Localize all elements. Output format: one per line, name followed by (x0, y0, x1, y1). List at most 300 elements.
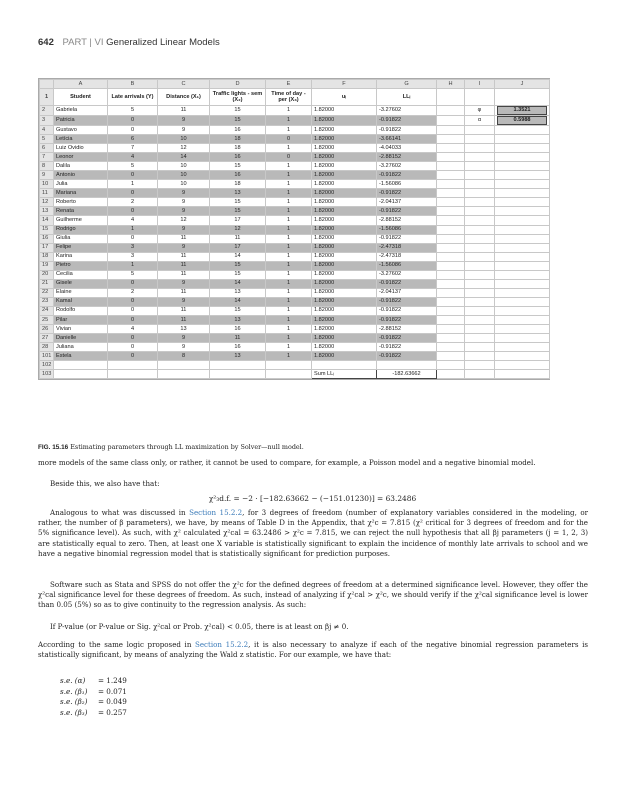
u-value: 1.82000 (312, 315, 377, 324)
row-number: 15 (40, 225, 54, 234)
ll-value: -1.56086 (377, 261, 437, 270)
traffic-lights: 13 (210, 189, 266, 198)
traffic-lights: 15 (210, 116, 266, 126)
column-letter: E (266, 80, 312, 89)
empty-cell (465, 352, 495, 361)
table-row (40, 207, 550, 216)
late-arrivals: 4 (108, 153, 158, 162)
empty-cell (437, 162, 465, 171)
empty-cell (465, 171, 495, 180)
param-value-phi[interactable]: 1.3521 (497, 106, 547, 115)
ll-value: -2.47318 (377, 252, 437, 261)
traffic-lights: 13 (210, 315, 266, 324)
table-row (40, 234, 550, 243)
distance: 9 (158, 297, 210, 306)
time-of-day: 1 (266, 261, 312, 270)
late-arrivals: 0 (108, 116, 158, 126)
late-arrivals: 3 (108, 252, 158, 261)
empty-cell (437, 306, 465, 315)
u-value: 1.82000 (312, 153, 377, 162)
empty-cell (465, 343, 495, 352)
blank-row (40, 361, 550, 370)
empty-cell (495, 153, 550, 162)
distance: 9 (158, 343, 210, 352)
student-name: Mariana (54, 189, 108, 198)
empty-cell (495, 216, 550, 225)
traffic-lights: 16 (210, 171, 266, 180)
empty-cell (108, 361, 158, 370)
column-heading: Traffic lights - sem (X₂) (210, 89, 266, 106)
time-of-day: 1 (266, 189, 312, 198)
empty-cell (465, 234, 495, 243)
late-arrivals: 5 (108, 106, 158, 116)
u-value: 1.82000 (312, 198, 377, 207)
table-row (40, 180, 550, 189)
table-row (40, 252, 550, 261)
table-row (40, 325, 550, 334)
u-value: 1.82000 (312, 288, 377, 297)
late-arrivals: 4 (108, 216, 158, 225)
u-value: 1.82000 (312, 106, 377, 116)
row-number: 4 (40, 126, 54, 135)
se-line (60, 697, 127, 708)
time-of-day: 1 (266, 126, 312, 135)
distance: 9 (158, 279, 210, 288)
late-arrivals: 0 (108, 189, 158, 198)
table-row (40, 225, 550, 234)
table-row (40, 306, 550, 315)
empty-cell (437, 261, 465, 270)
late-arrivals: 7 (108, 144, 158, 153)
empty-cell (465, 225, 495, 234)
figure-label: FIG. 15.16 (38, 444, 69, 451)
param-cell (495, 116, 550, 126)
ll-value: -1.56086 (377, 225, 437, 234)
ll-value: -4.04033 (377, 144, 437, 153)
student-name: Estela (54, 352, 108, 361)
late-arrivals: 0 (108, 334, 158, 343)
traffic-lights: 16 (210, 153, 266, 162)
column-heading: Time of day - per (X₃) (266, 89, 312, 106)
empty-cell (495, 270, 550, 279)
traffic-lights: 11 (210, 234, 266, 243)
empty-cell (465, 89, 495, 106)
table-row (40, 162, 550, 171)
time-of-day: 1 (266, 144, 312, 153)
empty-cell (437, 370, 465, 379)
column-letter: C (158, 80, 210, 89)
u-value: 1.82000 (312, 126, 377, 135)
empty-cell (495, 180, 550, 189)
traffic-lights: 15 (210, 270, 266, 279)
student-name: Dalila (54, 162, 108, 171)
u-value: 1.82000 (312, 261, 377, 270)
time-of-day: 1 (266, 325, 312, 334)
u-value: 1.82000 (312, 162, 377, 171)
distance: 9 (158, 225, 210, 234)
late-arrivals: 5 (108, 162, 158, 171)
distance: 11 (158, 261, 210, 270)
ll-value: -0.91822 (377, 306, 437, 315)
empty-cell (465, 370, 495, 379)
student-name: Danielle (54, 334, 108, 343)
u-value: 1.82000 (312, 243, 377, 252)
ll-value: -2.04137 (377, 288, 437, 297)
spreadsheet (38, 78, 550, 380)
se-value: = 0.257 (98, 707, 127, 717)
empty-cell (266, 361, 312, 370)
distance: 9 (158, 243, 210, 252)
ll-value: -0.91822 (377, 234, 437, 243)
student-name: Elaine (54, 288, 108, 297)
distance: 14 (158, 153, 210, 162)
empty-cell (54, 361, 108, 370)
u-value: 1.82000 (312, 171, 377, 180)
empty-cell (465, 144, 495, 153)
table-row (40, 343, 550, 352)
column-letter: G (377, 80, 437, 89)
empty-cell (465, 153, 495, 162)
time-of-day: 1 (266, 180, 312, 189)
traffic-lights: 14 (210, 297, 266, 306)
empty-cell (437, 288, 465, 297)
traffic-lights: 18 (210, 180, 266, 189)
column-header-row (40, 80, 550, 89)
empty-cell (495, 189, 550, 198)
row-number: 8 (40, 162, 54, 171)
u-value: 1.82000 (312, 252, 377, 261)
ll-value: -0.91822 (377, 297, 437, 306)
late-arrivals: 0 (108, 306, 158, 315)
student-name: Kamal (54, 297, 108, 306)
standard-errors (60, 676, 127, 718)
row-number: 16 (40, 234, 54, 243)
empty-cell (266, 370, 312, 379)
empty-cell (437, 325, 465, 334)
sum-ll-value: -182.63662 (377, 370, 437, 379)
row-number: 10 (40, 180, 54, 189)
distance: 12 (158, 144, 210, 153)
traffic-lights: 15 (210, 261, 266, 270)
traffic-lights: 15 (210, 162, 266, 171)
ll-value: -2.88152 (377, 325, 437, 334)
distance: 13 (158, 325, 210, 334)
traffic-lights: 16 (210, 126, 266, 135)
table-row (40, 270, 550, 279)
row-number: 9 (40, 171, 54, 180)
u-value: 1.82000 (312, 135, 377, 144)
empty-cell (495, 352, 550, 361)
table-row (40, 116, 550, 126)
empty-cell (437, 343, 465, 352)
table-row (40, 279, 550, 288)
empty-cell (437, 135, 465, 144)
column-letter: J (495, 80, 550, 89)
time-of-day: 1 (266, 216, 312, 225)
ll-value: -0.91822 (377, 171, 437, 180)
sum-row (40, 370, 550, 379)
column-heading: LLᵢ (377, 89, 437, 106)
late-arrivals: 0 (108, 126, 158, 135)
column-letter: F (312, 80, 377, 89)
time-of-day: 1 (266, 162, 312, 171)
time-of-day: 1 (266, 234, 312, 243)
u-value: 1.82000 (312, 189, 377, 198)
empty-cell (437, 352, 465, 361)
student-name: Rodrigo (54, 225, 108, 234)
time-of-day: 1 (266, 297, 312, 306)
se-value: = 0.049 (98, 697, 127, 706)
distance: 11 (158, 306, 210, 315)
u-value: 1.82000 (312, 207, 377, 216)
traffic-lights: 18 (210, 135, 266, 144)
late-arrivals: 0 (108, 171, 158, 180)
time-of-day: 1 (266, 315, 312, 324)
ll-value: -3.27602 (377, 106, 437, 116)
traffic-lights: 17 (210, 216, 266, 225)
student-name: Gustavo (54, 126, 108, 135)
row-number: 24 (40, 306, 54, 315)
traffic-lights: 16 (210, 325, 266, 334)
empty-cell (312, 361, 377, 370)
empty-cell (495, 207, 550, 216)
empty-cell (465, 306, 495, 315)
header-row (40, 89, 550, 106)
time-of-day: 1 (266, 252, 312, 261)
late-arrivals: 0 (108, 207, 158, 216)
row-number: 13 (40, 207, 54, 216)
student-name: Letícia (54, 135, 108, 144)
distance: 9 (158, 198, 210, 207)
time-of-day: 1 (266, 270, 312, 279)
table-row (40, 288, 550, 297)
traffic-lights: 18 (210, 144, 266, 153)
empty-cell (495, 135, 550, 144)
table-row (40, 106, 550, 116)
distance: 9 (158, 126, 210, 135)
student-name: Julia (54, 180, 108, 189)
empty-cell (437, 171, 465, 180)
late-arrivals: 0 (108, 279, 158, 288)
student-name: Giulia (54, 234, 108, 243)
u-value: 1.82000 (312, 334, 377, 343)
table-row (40, 315, 550, 324)
empty-cell (465, 297, 495, 306)
section-link[interactable]: Section 15.2.2 (189, 508, 243, 517)
student-name: Luiz Ovidio (54, 144, 108, 153)
empty-cell (495, 89, 550, 106)
equation-p-value: If P-value (or P-value or Sig. χ²cal or Prob. χ²cal) < 0.05, there is at least on βj ≠ 0. (50, 622, 349, 631)
distance: 11 (158, 288, 210, 297)
u-value: 1.82000 (312, 297, 377, 306)
late-arrivals: 2 (108, 198, 158, 207)
ll-value: -3.27602 (377, 162, 437, 171)
empty-cell (437, 89, 465, 106)
u-value: 1.82000 (312, 234, 377, 243)
distance: 10 (158, 135, 210, 144)
empty-cell (495, 243, 550, 252)
traffic-lights: 15 (210, 198, 266, 207)
traffic-lights: 14 (210, 279, 266, 288)
time-of-day: 1 (266, 198, 312, 207)
row-number: 5 (40, 135, 54, 144)
late-arrivals: 0 (108, 234, 158, 243)
traffic-lights: 15 (210, 106, 266, 116)
row-number: 21 (40, 279, 54, 288)
column-letter: I (465, 80, 495, 89)
empty-cell (437, 225, 465, 234)
empty-cell (158, 370, 210, 379)
ll-value: -2.88152 (377, 216, 437, 225)
empty-cell (437, 297, 465, 306)
distance: 10 (158, 171, 210, 180)
empty-cell (377, 361, 437, 370)
empty-cell (465, 243, 495, 252)
distance: 11 (158, 315, 210, 324)
empty-cell (495, 261, 550, 270)
table-row (40, 216, 550, 225)
traffic-lights: 11 (210, 334, 266, 343)
empty-cell (465, 126, 495, 135)
figure-caption-text: Estimating parameters through LL maximization by Solver—null model. (70, 443, 304, 451)
row-number: 14 (40, 216, 54, 225)
student-name: Patricia (54, 116, 108, 126)
se-value: = 1.249 (98, 676, 127, 685)
ll-value: -0.91822 (377, 116, 437, 126)
empty-cell (465, 189, 495, 198)
student-name: Antonio (54, 171, 108, 180)
late-arrivals: 4 (108, 325, 158, 334)
empty-cell (465, 270, 495, 279)
empty-cell (465, 315, 495, 324)
empty-cell (437, 207, 465, 216)
column-letter: D (210, 80, 266, 89)
table-row (40, 135, 550, 144)
row-number: 19 (40, 261, 54, 270)
empty-cell (437, 315, 465, 324)
student-name: Vivian (54, 325, 108, 334)
empty-cell (495, 288, 550, 297)
empty-cell (495, 315, 550, 324)
ll-value: -0.91822 (377, 207, 437, 216)
table-row (40, 171, 550, 180)
empty-cell (495, 252, 550, 261)
late-arrivals: 0 (108, 297, 158, 306)
column-heading: Late arrivals (Y) (108, 89, 158, 106)
late-arrivals: 2 (108, 288, 158, 297)
section-link-2[interactable]: Section 15.2.2 (195, 640, 249, 649)
ll-value: -0.91822 (377, 189, 437, 198)
student-name: Juliana (54, 343, 108, 352)
empty-cell (465, 334, 495, 343)
student-name: Rodolfo (54, 306, 108, 315)
time-of-day: 1 (266, 243, 312, 252)
part-label: PART | VI (62, 37, 104, 48)
empty-cell (465, 252, 495, 261)
ll-value: -3.66141 (377, 135, 437, 144)
time-of-day: 1 (266, 306, 312, 315)
traffic-lights: 13 (210, 352, 266, 361)
ll-value: -0.91822 (377, 343, 437, 352)
se-label: s.e. (β₁) (60, 686, 88, 696)
late-arrivals: 0 (108, 315, 158, 324)
row-number: 23 (40, 297, 54, 306)
empty-cell (495, 225, 550, 234)
traffic-lights: 12 (210, 225, 266, 234)
empty-cell (495, 361, 550, 370)
empty-cell (437, 361, 465, 370)
late-arrivals: 0 (108, 352, 158, 361)
row-number: 1 (40, 89, 54, 106)
student-name: Renata (54, 207, 108, 216)
row-number: 12 (40, 198, 54, 207)
empty-cell (465, 216, 495, 225)
empty-cell (495, 370, 550, 379)
ll-value: -1.56086 (377, 180, 437, 189)
empty-cell (465, 198, 495, 207)
ll-value: -2.04137 (377, 198, 437, 207)
empty-cell (437, 106, 465, 116)
student-name: Pilar (54, 315, 108, 324)
empty-cell (495, 279, 550, 288)
empty-cell (437, 180, 465, 189)
empty-cell (437, 334, 465, 343)
empty-cell (465, 207, 495, 216)
se-value: = 0.071 (98, 686, 127, 696)
empty-cell (495, 171, 550, 180)
empty-cell (437, 243, 465, 252)
se-line (60, 708, 127, 719)
empty-cell (437, 216, 465, 225)
figure-caption (38, 443, 304, 451)
empty-cell (495, 306, 550, 315)
time-of-day: 1 (266, 225, 312, 234)
traffic-lights: 16 (210, 343, 266, 352)
ll-value: -3.27602 (377, 270, 437, 279)
empty-cell (495, 162, 550, 171)
se-line (60, 676, 127, 687)
traffic-lights: 15 (210, 207, 266, 216)
row-number: 101 (40, 352, 54, 361)
page-number: 642 (38, 37, 54, 48)
time-of-day: 1 (266, 116, 312, 126)
row-number: 102 (40, 361, 54, 370)
row-number: 18 (40, 252, 54, 261)
student-name: Leonor (54, 153, 108, 162)
table-row (40, 126, 550, 135)
distance: 12 (158, 216, 210, 225)
student-name: Cecilia (54, 270, 108, 279)
empty-cell (108, 370, 158, 379)
param-symbol: α (465, 116, 495, 126)
paragraph-5: According to the same logic proposed in Section 15.2.2, it is also necessary to analyze if each of the negative binomial regression parameters is statistically significant, by means of analyzing the Wald z statistic. For our example, we have that: (38, 640, 588, 660)
equation-chi-square: χ²₃d.f. = −2 · [−182.63662 − (−151.01230)] = 63.2486 (208, 494, 417, 503)
row-number: 20 (40, 270, 54, 279)
student-name: Roberto (54, 198, 108, 207)
time-of-day: 1 (266, 288, 312, 297)
column-heading: Student (54, 89, 108, 106)
student-name: Karina (54, 252, 108, 261)
empty-cell (465, 279, 495, 288)
empty-cell (437, 153, 465, 162)
u-value: 1.82000 (312, 343, 377, 352)
distance: 10 (158, 180, 210, 189)
empty-cell (437, 270, 465, 279)
ll-value: -0.91822 (377, 126, 437, 135)
empty-cell (495, 234, 550, 243)
param-value-alpha[interactable]: 0.5988 (497, 116, 547, 125)
distance: 9 (158, 207, 210, 216)
